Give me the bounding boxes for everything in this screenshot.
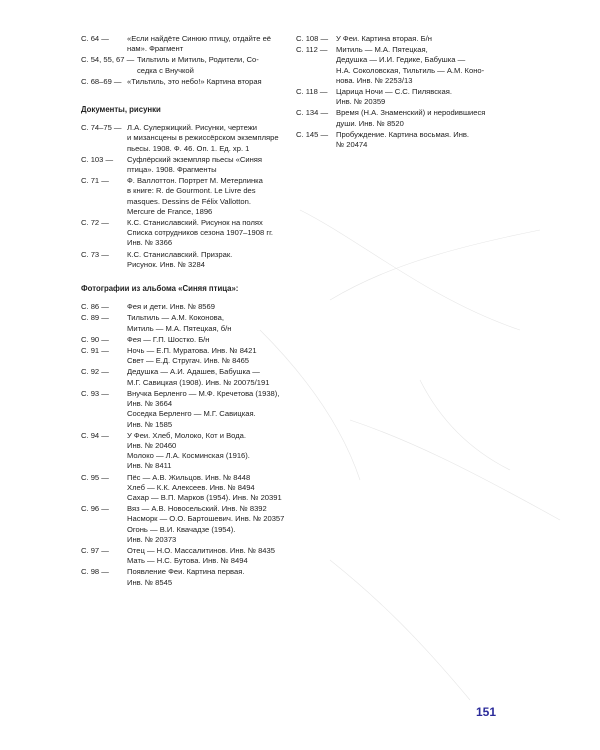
right-list (296, 34, 506, 150)
description-line: в книге: R. de Gourmont. Le Livre des (127, 186, 256, 196)
description-line: Фея — Г.П. Шостко. Б/н (127, 334, 210, 344)
list-item (81, 313, 277, 333)
list-item (81, 77, 277, 87)
description-line: Инв. № 3664 (127, 399, 173, 409)
documents-section-title: Документы, рисунки (81, 105, 161, 115)
page-reference: С. 72 — (81, 218, 109, 228)
list-item (81, 176, 277, 217)
description-line: Дедушка — А.И. Адашев, Бабушка — (127, 367, 260, 377)
page-reference: С. 145 — (296, 129, 329, 139)
page-reference: С. 89 — (81, 313, 109, 323)
entry-description (127, 367, 277, 387)
description-line: Инв. № 20460 (127, 440, 177, 450)
description-line: Отец — Н.О. Массалитинов. Инв. № 8435 (127, 545, 275, 555)
entry-description (127, 176, 277, 217)
description-line: Появление Феи. Картина первая. (127, 567, 245, 577)
entry-description (127, 34, 277, 54)
entry-description (127, 504, 284, 545)
entry-description (137, 55, 277, 75)
description-line: Н.А. Соколовская, Тильтиль — А.М. Коно- (336, 65, 485, 75)
description-line: М.Г. Савицкая (1908). Инв. № 20075/191 (127, 377, 270, 387)
description-line: К.С. Станиславский. Рисунок на полях (127, 218, 263, 228)
description-line: Сахар — В.П. Марков (1954). Инв. № 20391 (127, 492, 282, 502)
description-line: Фея и дети. Инв. № 8569 (127, 302, 215, 312)
description-line: Суфлёрский экземпляр пьесы «Синяя (127, 154, 263, 164)
entry-description (127, 123, 279, 154)
description-line: Пробуждение. Картина восьмая. Инв. (336, 129, 470, 139)
page-reference: С. 54, 55, 67 — (81, 55, 135, 65)
description-line: нам». Фрагмент (127, 44, 184, 54)
list-item (296, 45, 506, 86)
description-line: Инв. № 8545 (127, 577, 173, 587)
entry-description (127, 218, 277, 249)
description-line: Свет — Е.Д. Стругач. Инв. № 8465 (127, 356, 250, 366)
photos-list (81, 302, 285, 587)
documents-list (81, 123, 277, 270)
list-item (296, 108, 506, 128)
description-line: У Феи. Картина вторая. Б/н (336, 34, 432, 43)
description-line: Ф. Валлоттон. Портрет М. Метерлинка (127, 176, 263, 186)
description-line: Инв. № 20373 (127, 534, 177, 544)
entry-description (127, 546, 277, 566)
list-item (81, 388, 280, 430)
description-line: Соседка Берленго — М.Г. Савицкая. (127, 409, 256, 419)
list-item (81, 250, 277, 270)
page-reference: С. 71 — (81, 176, 109, 186)
page-reference: С. 86 — (81, 302, 109, 312)
description-line: души. Инв. № 8520 (336, 118, 404, 128)
list-item (81, 123, 277, 154)
description-line: нова. Инв. № 2253/13 (336, 75, 413, 85)
page-reference: С. 92 — (81, 367, 109, 377)
entry-description (127, 155, 277, 175)
page-number: 151 (476, 705, 497, 719)
description-line: К.С. Станиславский. Призрак. (127, 249, 233, 259)
description-line: Вяз — А.В. Новосельский. Инв. № 8392 (127, 504, 267, 514)
page-reference: С. 64 — (81, 34, 109, 43)
page-reference: С. 90 — (81, 334, 109, 344)
list-item (81, 431, 277, 472)
description-line: Инв. № 1585 (127, 419, 173, 429)
page-reference: С. 108 — (296, 34, 329, 43)
page-reference: С. 74–75 — (81, 123, 122, 133)
list-item (81, 335, 277, 345)
description-line: № 20474 (336, 140, 368, 150)
description-line: Списка сотрудников сезона 1907–1908 гг. (127, 228, 274, 238)
entry-description (127, 346, 277, 366)
page-reference: С. 94 — (81, 430, 109, 440)
page-reference: С. 98 — (81, 567, 109, 577)
list-item (296, 130, 506, 150)
page-reference: С. 68–69 — (81, 76, 122, 86)
entry-description (336, 45, 506, 86)
page-reference: С. 97 — (81, 545, 109, 555)
description-line: Время (Н.А. Знаменский) и нерodившиеся (336, 108, 486, 118)
description-line: Митиль — М.А. Пятецкая, (336, 45, 428, 55)
page-reference: С. 134 — (296, 108, 329, 118)
page-reference: С. 103 — (81, 154, 114, 164)
list-item (81, 218, 277, 249)
list-item (81, 34, 277, 54)
description-line: «Если найдёте Синюю птицу, отдайте её (127, 34, 272, 43)
list-item (81, 155, 277, 175)
page-reference: С. 112 — (296, 45, 328, 55)
list-item (81, 567, 277, 587)
description-line: и мизансцены в режиссёрском экземпляре (127, 133, 279, 143)
description-line: птица». 1908. Фрагменты (127, 165, 217, 175)
description-line: Внучка Берленго — М.Ф. Кречетова (1938), (127, 388, 280, 398)
list-item (81, 302, 277, 312)
list-item (296, 87, 506, 107)
description-line: masques. Dessins de Félix Vallotton. (127, 196, 251, 206)
entry-description (127, 431, 277, 472)
list-item (296, 34, 506, 44)
description-line: Насморк — О.О. Бартошевич. Инв. № 20357 (127, 514, 285, 524)
entry-description (127, 567, 277, 587)
page-reference: С. 118 — (296, 87, 328, 97)
description-line: У Феи. Хлеб, Молоко, Кот и Вода. (127, 430, 246, 440)
photos-section-title: Фотографии из альбома «Синяя птица»: (81, 284, 239, 294)
right-column (296, 34, 506, 151)
description-line: Тильтиль и Митиль, Родители, Со- (137, 55, 259, 65)
page-reference: С. 95 — (81, 472, 109, 482)
description-line: Mercure de France, 1896 (127, 206, 213, 216)
description-line: Инв. № 3366 (127, 238, 173, 248)
list-item (81, 346, 277, 366)
description-line: Митиль — М.А. Пятецкая, б/н (127, 323, 232, 333)
left-top-list (81, 34, 277, 87)
description-line: Л.А. Сулержицкий. Рисунки, чертежи (127, 123, 258, 133)
description-line: Инв. № 8411 (127, 461, 172, 471)
entry-description (127, 389, 279, 430)
description-line: Пёс — А.В. Жильцов. Инв. № 8448 (127, 472, 251, 482)
description-line: Инв. № 20359 (336, 97, 386, 107)
page-reference: С. 93 — (81, 388, 109, 398)
entry-description (127, 302, 277, 312)
entry-description (336, 87, 506, 107)
description-line: Дедушка — И.И. Гедике, Бабушка — (336, 55, 466, 65)
page-reference: С. 96 — (81, 504, 109, 514)
entry-description (336, 130, 506, 150)
description-line: Рисунок. Инв. № 3284 (127, 259, 205, 269)
description-line: «Тильтиль, это небо!» Картина вторая (127, 76, 262, 86)
description-line: Огонь — В.И. Квачадзе (1954). (127, 524, 236, 534)
description-line: пьесы. 1908. Ф. 46. Оп. 1. Ед. хр. 1 (127, 143, 250, 153)
entry-description (127, 77, 277, 87)
description-line: Ночь — Е.П. Муратова. Инв. № 8421 (127, 346, 257, 356)
description-line: Царица Ночи — С.С. Пилявская. (336, 87, 452, 97)
entry-description (336, 34, 506, 44)
list-item (81, 504, 285, 545)
list-item (81, 367, 277, 387)
entry-description (127, 473, 282, 504)
description-line: Тильтиль — А.М. Коконова, (127, 313, 224, 323)
description-line: Мать — Н.С. Бутова. Инв. № 8494 (127, 556, 248, 566)
entry-description (127, 250, 277, 270)
list-item (81, 546, 277, 566)
entry-description (127, 313, 277, 333)
list-item (81, 55, 277, 75)
left-column (81, 34, 285, 589)
description-line: седка с Внучкой (137, 65, 194, 75)
list-item (81, 472, 282, 504)
entry-description (127, 335, 277, 345)
page-reference: С. 91 — (81, 346, 109, 356)
entry-description (336, 108, 506, 128)
description-line: Хлеб — К.К. Алексеев. Инв. № 8494 (127, 482, 255, 492)
description-line: Молоко — Л.А. Косминская (1916). (127, 451, 250, 461)
page-reference: С. 73 — (81, 249, 109, 259)
